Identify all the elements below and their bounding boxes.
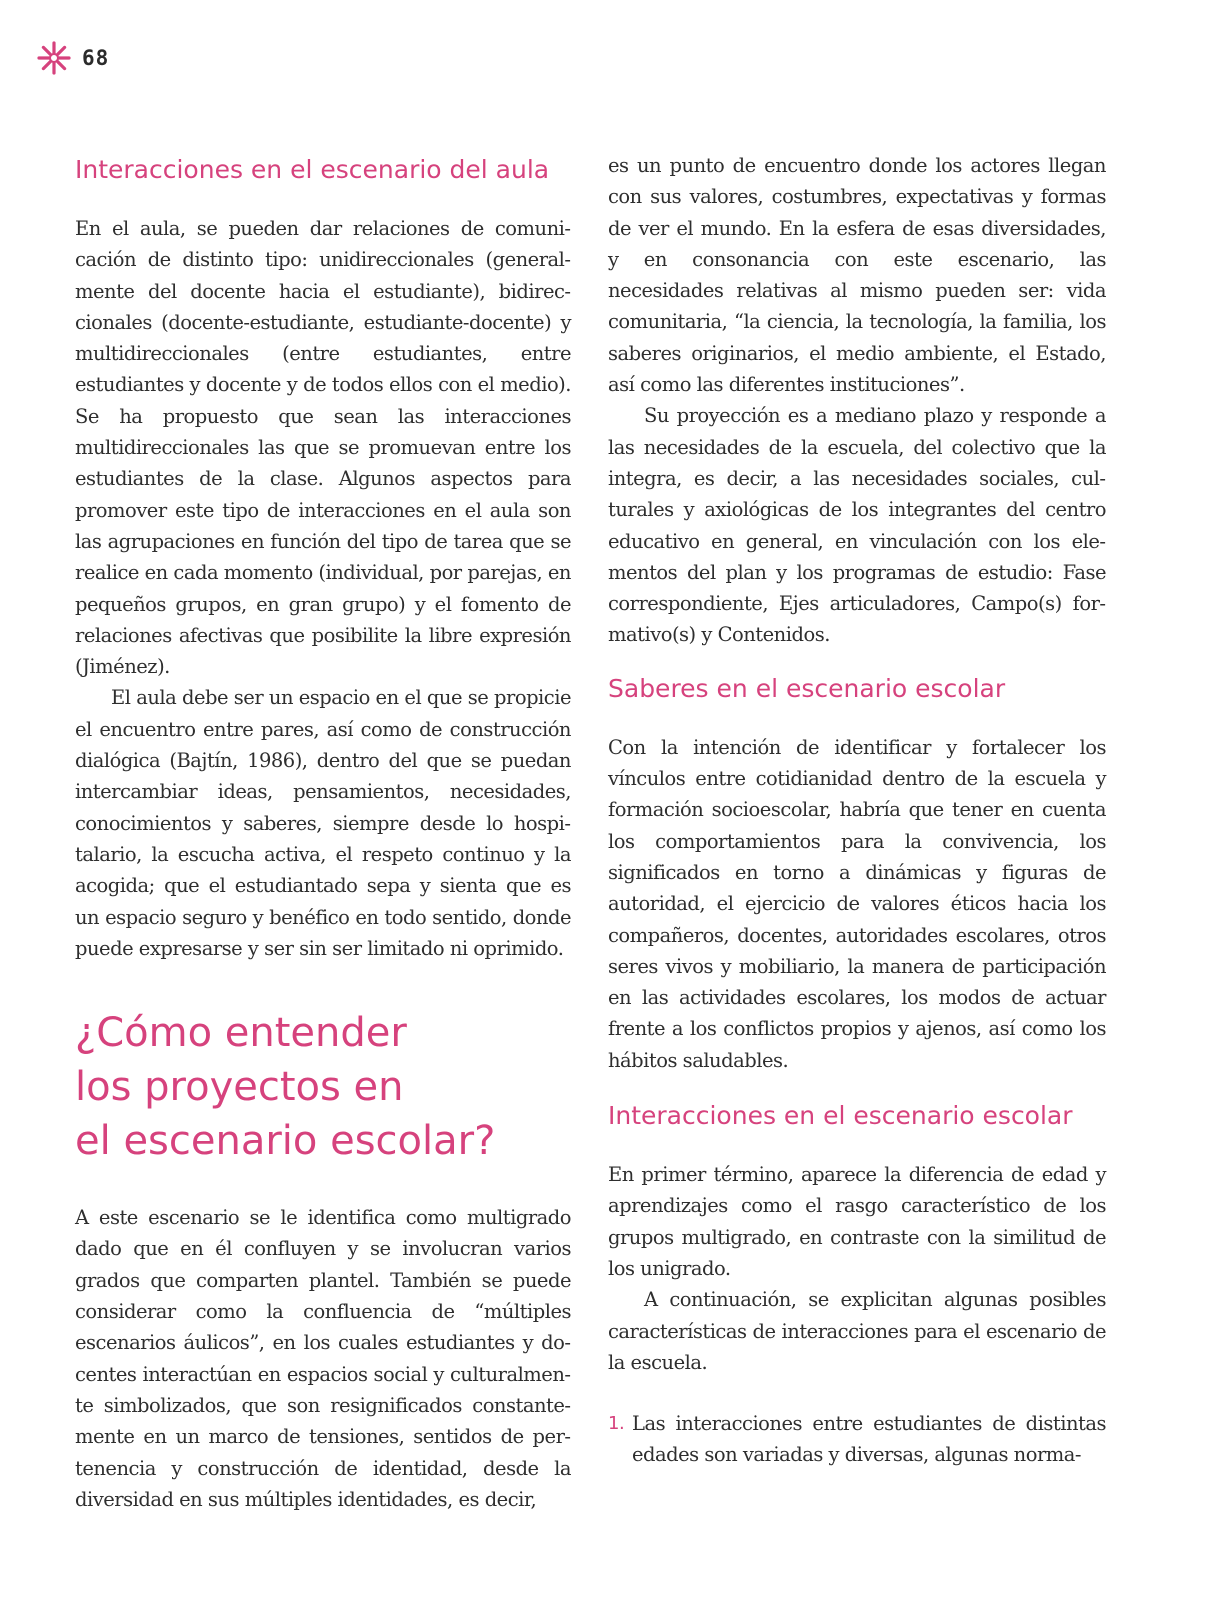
paragraph: Su proyección es a mediano plazo y responde a las necesidades de la escuela, del colectivo que la integra, es decir, a las necesidades sociales, culturales y axiológicas de los integrantes del centro educativo en general, en vinculación con los elementos del plan y los programas de estudio: Fase correspondiente, Ejes articuladores, Campo(s) formativo(s) y Contenidos. [608, 404, 1106, 647]
section-heading-interacciones-escolar: Interacciones en el escenario escolar [608, 1101, 1073, 1131]
paragraph: A continuación, se explicitan algunas posibles características de interacciones para el escenario de la escuela. [608, 1288, 1106, 1374]
paragraph: El aula debe ser un espacio en el que se propicie el encuentro entre pares, así como de construcción dialógica (Bajtín, 1986), dentro del que se puedan intercambiar ideas, pensamientos, necesidades, conocimientos y saberes, siempre desde lo hospitalario, la escucha activa, el respeto continuo y la acogida; que el estudiantado sepa y sienta que es un espacio seguro y benéfico en todo sentido, donde puede expresarse y ser sin ser limitado ni oprimido. [75, 686, 571, 960]
left-column [75, 150, 571, 1515]
list-item-text: Las interacciones entre estudiantes de distintas edades son variadas y diversas, algunas norma- [632, 1412, 1106, 1467]
chapter-heading-line: el escenario escolar? [75, 1118, 496, 1165]
right-column [608, 150, 1106, 1471]
paragraph: Con la intención de identificar y fortalecer los vínculos entre cotidianidad dentro de la escuela y formación socioescolar, habría que tener en cuenta los comportamientos para la convivencia, los significados en torno a dinámicas y figuras de autoridad, el ejercicio de valores éticos hacia los compañeros, docentes, autoridades escolares, otros seres vivos y mobiliario, la manera de participación en las actividades escolares, los modos de actuar frente a los conflictos propios y ajenos, así como los hábitos saludables. [608, 735, 1106, 1072]
chapter-heading-line: ¿Cómo entender [75, 1010, 407, 1057]
page-number: 68 [82, 46, 110, 70]
paragraph: A este escenario se le identifica como multigrado dado que en él confluyen y se involucran varios grados que comparten plantel. También se puede considerar como la confluencia de “múltiples escenarios áulicos”, en los cuales estudiantes y docentes interactúan en espacios social y culturalmente simbolizados, que son resignificados constantemente en un marco de tensiones, sentidos de pertenencia y construcción de identidad, desde la diversidad en sus múltiples identidades, es decir, [75, 1206, 571, 1511]
section-heading-saberes: Saberes en el escenario escolar [608, 673, 1006, 703]
paragraph: En primer término, aparece la diferencia de edad y aprendizajes como el rasgo característico de los grupos multigrado, en contraste con la similitud de los unigrado. [608, 1163, 1106, 1280]
page-header [36, 38, 109, 78]
section-heading-aula: Interacciones en el escenario del aula [75, 155, 550, 184]
chapter-heading [75, 1006, 571, 1168]
chapter-heading-line: los proyectos en [75, 1064, 404, 1111]
paragraph: En el aula, se pueden dar relaciones de comunicación de distinto tipo: unidireccionales (generalmente del docente hacia el estudiante), bidireccionales (docente-estudiante, estudiante-docente) y multidireccionales (entre estudiantes, entre estudiantes y docente y de todos ellos con el medio). Se ha propuesto que sean las interacciones multidireccionales las que se promuevan entre los estudiantes de la clase. Algunos aspectos para promover este tipo de interacciones en el aula son las agrupaciones en función del tipo de tarea que se realice en cada momento (individual, por parejas, en pequeños grupos, en gran grupo) y el fomento de relaciones afectivas que posibilite la libre expresión (Jiménez). [75, 217, 571, 679]
asterisk-flower-icon [36, 40, 72, 76]
paragraph: es un punto de encuentro donde los actores llegan con sus valores, costumbres, expectativas y formas de ver el mundo. En la esfera de esas diversidades, y en consonancia con este escenario, las necesidades relativas al mismo pueden ser: vida comunitaria, “la ciencia, la tecnología, la familia, los saberes originarios, el medio ambiente, el Estado, así como las diferentes instituciones”. [608, 154, 1106, 397]
numbered-list [608, 1408, 1106, 1471]
list-item-number: 1. [608, 1413, 625, 1435]
list-item [608, 1408, 1106, 1471]
